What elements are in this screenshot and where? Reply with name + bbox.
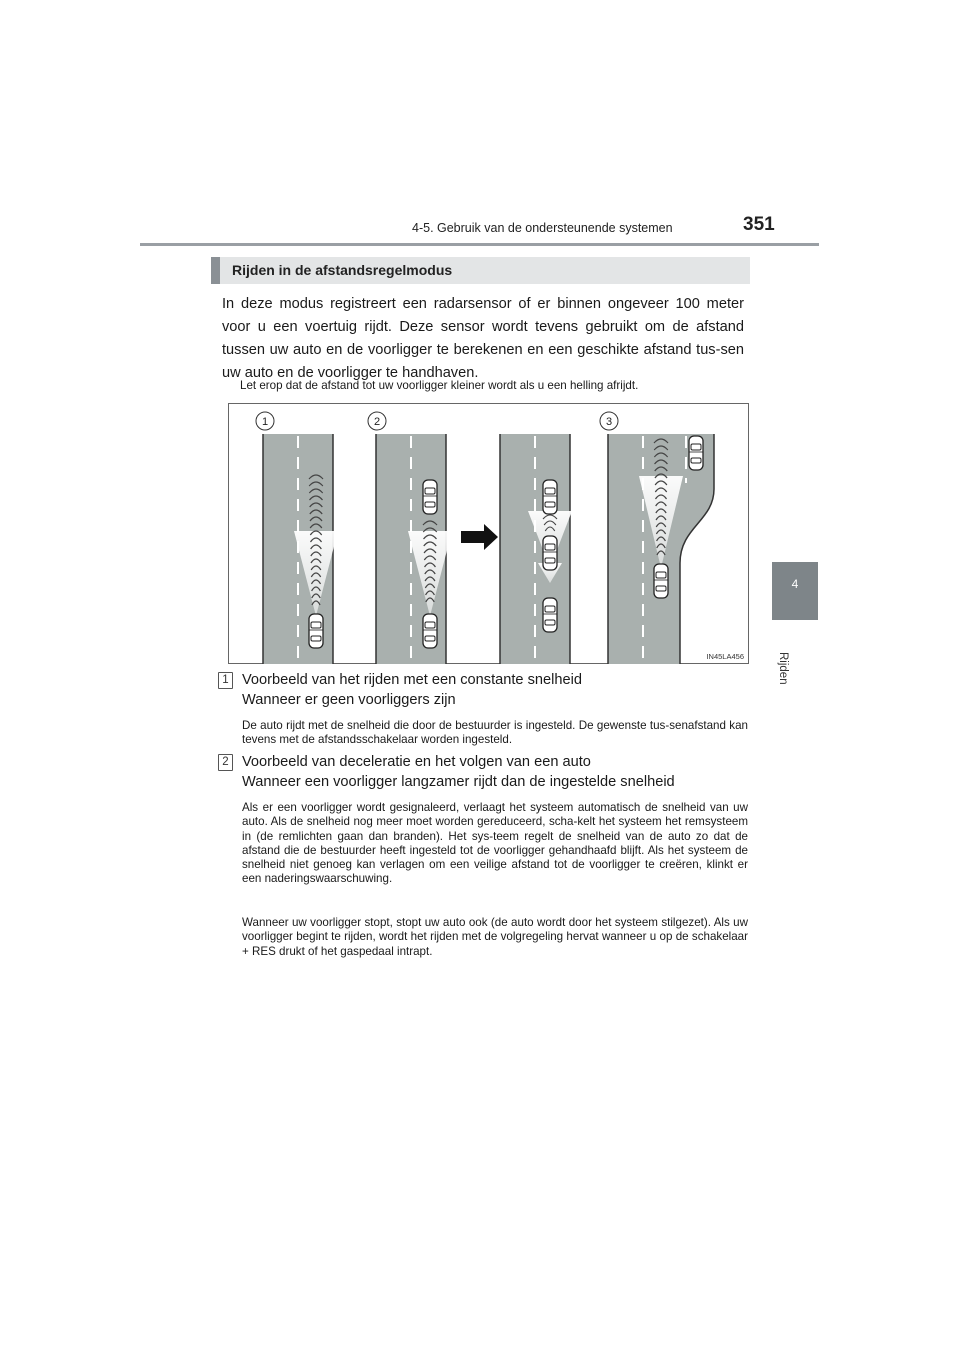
item-marker-1: 1 <box>218 672 233 689</box>
item-1-body: De auto rijdt met de snelheid die door de bestuurder is ingesteld. De gewenste tus-senafstand kan tevens met de afstandsschakelaar worden ingesteld. <box>242 719 748 747</box>
item-marker-2: 2 <box>218 754 233 771</box>
figure-code: IN45LA456 <box>706 652 744 661</box>
note-text: Let erop dat de afstand tot uw voorligger kleiner wordt als u een helling afrijdt. <box>240 379 639 392</box>
radar-illustration <box>228 403 749 664</box>
chapter-section-title: 4-5. Gebruik van de ondersteunende systemen <box>412 221 673 235</box>
section-heading-text: Rijden in de afstandsregelmodus <box>232 262 453 278</box>
header-rule <box>140 243 819 246</box>
item-1-title: Voorbeeld van het rijden met een constante snelheid <box>242 672 582 688</box>
figure-marker-3: 3 <box>605 416 613 428</box>
intro-paragraph: In deze modus registreert een radarsensor of er binnen ongeveer 100 meter voor u een voertuig rijdt. Deze sensor wordt tevens gebruikt om de afstand tussen uw auto en de voorligger te berekenen en een geschikte afstand tus-sen uw auto en de voorligger te handhaven. <box>222 296 744 381</box>
chapter-tab <box>772 562 818 620</box>
section-heading <box>211 257 750 284</box>
chapter-tab-number: 4 <box>791 577 799 591</box>
chapter-tab-label <box>777 650 807 710</box>
item-2-body-continued: Wanneer uw voorligger stopt, stopt uw auto ook (de auto wordt door het systeem stilgezet). Als uw voorligger begint te rijden, wordt het rijden met de volgregeling hervat wanneer u op de schakelaar + RES drukt of het gaspedaal intrapt. <box>242 916 748 958</box>
item-2-body: Als er een voorligger wordt gesignaleerd, verlaagt het systeem automatisch de snelheid van uw auto. Als de snelheid nog meer moet worden gereduceerd, scha-kelt het systeem het remsysteem in (de remlichten gaan dan branden). Het sys-teem regelt de snelheid van de auto zo dat de afstand die de bestuurder heeft ingesteld tot de voorligger gehandhaafd blijft. Als het systeem de snelheid niet genoeg kan verlagen om een veilige afstand tot de voorligger te creëren, klinkt er een naderingswaarschuwing. <box>242 801 748 886</box>
figure-marker-1: 1 <box>261 416 269 428</box>
item-1-subtitle: Wanneer er geen voorliggers zijn <box>242 692 456 708</box>
item-2-subtitle: Wanneer een voorligger langzamer rijdt dan de ingestelde snelheid <box>242 774 675 790</box>
chapter-tab-label-text: Rijden <box>777 652 789 685</box>
item-2-title: Voorbeeld van deceleratie en het volgen van een auto <box>242 754 591 770</box>
radar-illustration-svg <box>228 403 749 664</box>
figure-marker-2: 2 <box>373 416 381 428</box>
page-number: 351 <box>743 214 775 235</box>
